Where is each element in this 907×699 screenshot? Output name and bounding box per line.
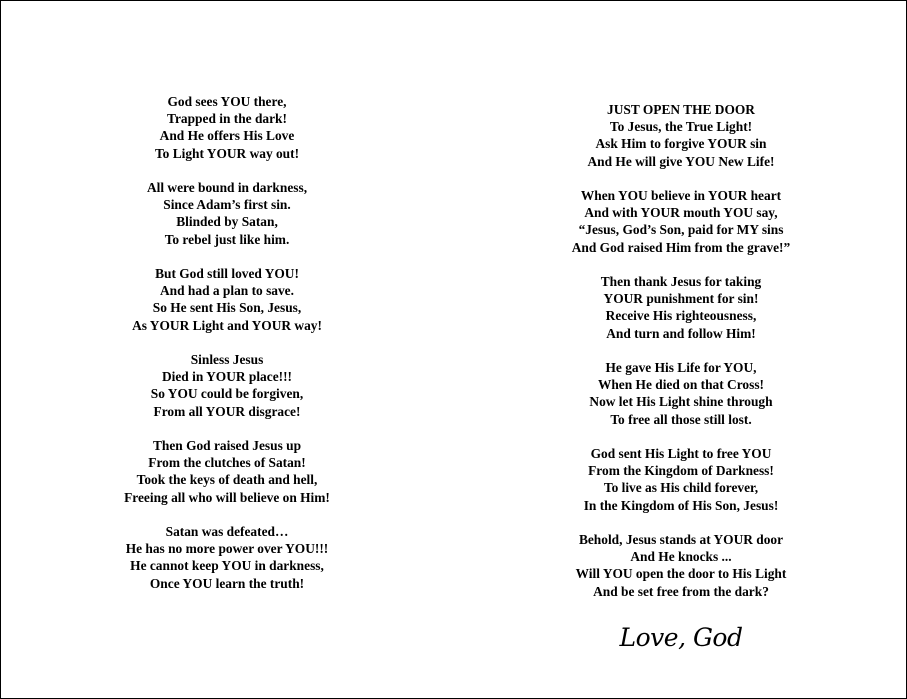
signature: Love, God — [619, 623, 743, 652]
poem-line: Blinded by Satan, — [176, 214, 278, 230]
poem-line: So YOU could be forgiven, — [150, 386, 304, 402]
poem-line: And be set free from the dark? — [593, 583, 769, 599]
poem-line: When YOU believe in YOUR heart — [580, 188, 782, 203]
poem-line: Then thank Jesus for taking — [600, 274, 762, 289]
poem-heading-line: JUST OPEN THE DOOR — [607, 102, 755, 117]
stanza — [531, 359, 831, 428]
poem-line: Died in YOUR place!!! — [161, 369, 293, 385]
poem-line: Behold, Jesus stands at YOUR door — [578, 532, 784, 547]
stanza — [77, 265, 377, 334]
poem-line: And God raised Him from the grave!” — [571, 239, 791, 255]
poem-line: As YOUR Light and YOUR way! — [132, 317, 322, 333]
stanza — [531, 187, 831, 256]
stanza — [531, 273, 831, 342]
poem-line: He gave His Life for YOU, — [605, 360, 757, 375]
poem-line: He has no more power over YOU!!! — [125, 541, 329, 557]
poem-line: To Jesus, the True Light! — [609, 119, 753, 135]
poem-line: Satan was defeated… — [165, 524, 289, 539]
stanza — [531, 445, 831, 514]
poem-line: He cannot keep YOU in darkness, — [130, 558, 324, 574]
stanza — [77, 93, 377, 162]
poem-right-column — [531, 101, 831, 617]
poem-line: Now let His Light shine through — [589, 394, 773, 410]
poem-line: Since Adam’s first sin. — [163, 197, 291, 213]
poem-line: To free all those still lost. — [610, 411, 752, 427]
poem-line: To live as His child forever, — [603, 480, 759, 496]
poem-line: From the clutches of Satan! — [148, 455, 306, 471]
poem-left-column — [77, 93, 377, 609]
poem-line: Once YOU learn the truth! — [149, 575, 305, 591]
stanza — [531, 531, 831, 600]
poem-line: From all YOUR disgrace! — [153, 403, 301, 419]
poem-line: And with YOUR mouth YOU say, — [584, 205, 778, 221]
poem-line: To rebel just like him. — [164, 231, 290, 247]
poem-line: In the Kingdom of His Son, Jesus! — [583, 497, 779, 513]
poem-line: Will YOU open the door to His Light — [575, 566, 787, 582]
poem-line: “Jesus, God’s Son, paid for MY sins — [578, 222, 784, 238]
poem-line: And had a plan to save. — [160, 283, 294, 299]
stanza — [77, 523, 377, 592]
poem-line: God sees YOU there, — [167, 94, 287, 109]
poem-line: To Light YOUR way out! — [154, 145, 300, 161]
stanza — [77, 437, 377, 506]
stanza — [77, 351, 377, 420]
poem-line: From the Kingdom of Darkness! — [588, 463, 774, 479]
poem-line: And He offers His Love — [159, 128, 295, 144]
poem-line: Then God raised Jesus up — [152, 438, 302, 453]
poem-line: And turn and follow Him! — [606, 325, 756, 341]
poem-line: God sent His Light to free YOU — [590, 446, 772, 461]
poem-line: All were bound in darkness, — [146, 180, 308, 195]
poem-line: YOUR punishment for sin! — [603, 291, 759, 307]
poem-line: And He knocks ... — [630, 549, 732, 565]
stanza — [77, 179, 377, 248]
poem-line: Sinless Jesus — [190, 352, 264, 367]
poem-line: Ask Him to forgive YOUR sin — [595, 136, 767, 152]
poem-line: Receive His righteousness, — [605, 308, 757, 324]
poem-line: Trapped in the dark! — [167, 111, 287, 127]
poem-line: Took the keys of death and hell, — [136, 472, 318, 488]
stanza — [531, 101, 831, 170]
poem-line: Freeing all who will believe on Him! — [124, 489, 330, 505]
poem-line: When He died on that Cross! — [597, 377, 765, 393]
poem-line: But God still loved YOU! — [155, 266, 299, 281]
poem-line: And He will give YOU New Life! — [587, 153, 775, 169]
poem-line: So He sent His Son, Jesus, — [152, 300, 302, 316]
